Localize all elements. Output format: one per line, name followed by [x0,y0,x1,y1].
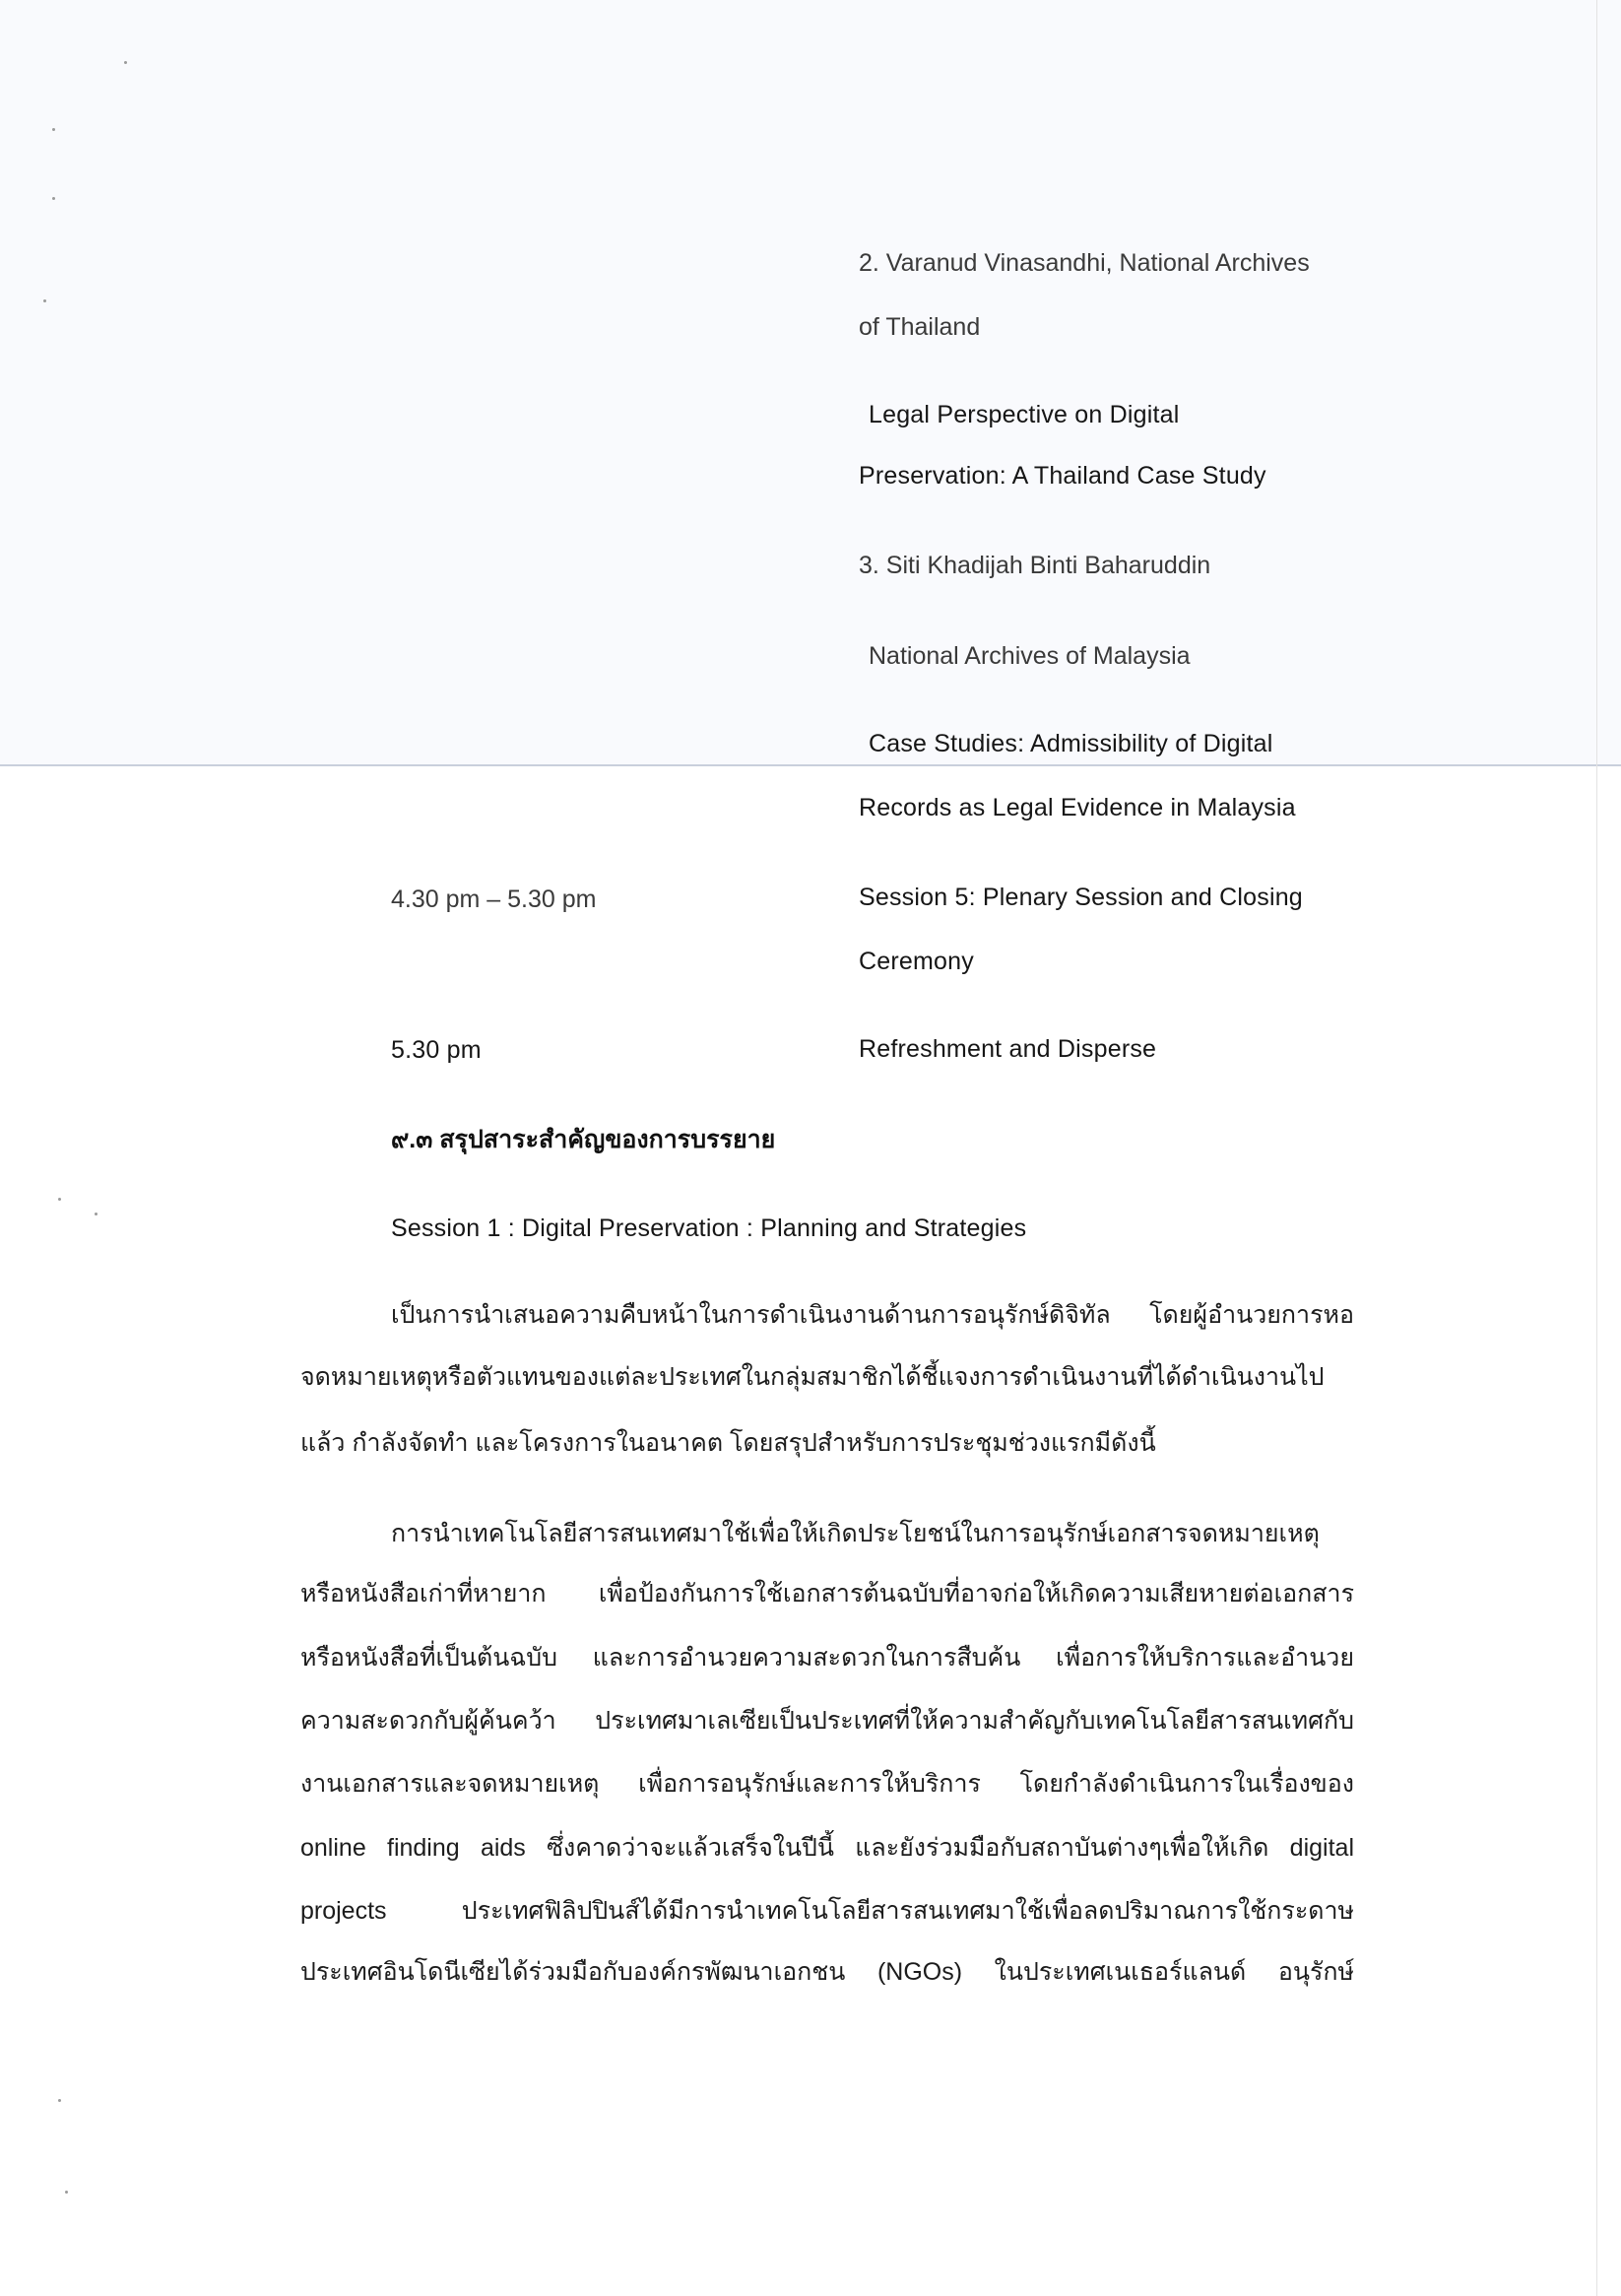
paragraph-1-line: จดหมายเหตุหรือตัวแทนของแต่ละประเทศในกลุ่มสมาชิกได้ชี้แจงการดำเนินงานที่ได้ดำเนินงานไป [300,1363,1325,1391]
scan-speck [52,128,55,131]
paragraph-2-line: งานเอกสารและจดหมายเหตุ เพื่อการอนุรักษ์และการให้บริการ โดยกำลังดำเนินการในเรื่องของ [300,1770,1354,1798]
paragraph-1-line: แล้ว กำลังจัดทำ และโครงการในอนาคต โดยสรุปสำหรับการประชุมช่วงแรกมีดังนี้ [300,1429,1156,1457]
paragraph-2-line: projects ประเทศฟิลิปปินส์ได้มีการนำเทคโนโลยีสารสนเทศมาใช้เพื่อลดปริมาณการใช้กระดาษ [300,1897,1354,1925]
paragraph-2-line: การนำเทคโนโลยีสารสนเทศมาใช้เพื่อให้เกิดประโยชน์ในการอนุรักษ์เอกสารจดหมายเหตุ [391,1520,1320,1547]
speaker-2-name: 2. Varanud Vinasandhi, National Archives [859,249,1310,277]
paragraph-1-line: เป็นการนำเสนอความคืบหน้าในการดำเนินงานด้านการอนุรักษ์ดิจิทัล โดยผู้อำนวยการหอ [391,1301,1354,1329]
speaker-2-topic: Legal Perspective on Digital [869,401,1180,428]
paragraph-2-line: หรือหนังสือเก่าที่หายาก เพื่อป้องกันการใช้เอกสารต้นฉบับที่อาจก่อให้เกิดความเสียหายต่อเอกสาร [300,1580,1354,1607]
speaker-3-name: 3. Siti Khadijah Binti Baharuddin [859,552,1211,579]
scan-speck [95,1213,97,1215]
paragraph-2-line: หรือหนังสือที่เป็นต้นฉบับ และการอำนวยความสะดวกในการสืบค้น เพื่อการให้บริการและอำนวย [300,1644,1354,1672]
speaker-3-topic: Case Studies: Admissibility of Digital [869,730,1273,757]
scan-speck [58,1198,61,1201]
scan-speck [124,61,127,64]
paragraph-2-line: online finding aids ซึ่งคาดว่าจะแล้วเสร็จในปีนี้ และยังร่วมมือกับสถาบันต่างๆเพื่อให้เกิด digital [300,1834,1354,1862]
summary-heading: ๙.๓ สรุปสาระสำคัญของการบรรยาย [391,1126,776,1153]
paragraph-2-line: ความสะดวกกับผู้ค้นคว้า ประเทศมาเลเซียเป็นประเทศที่ให้ความสำคัญกับเทคโนโลยีสารสนเทศกับ [300,1707,1354,1735]
scan-speck [58,2099,61,2102]
paragraph-2-line: ประเทศอินโดนีเซียได้ร่วมมือกับองค์กรพัฒนาเอกชน (NGOs) ในประเทศเนเธอร์แลนด์ อนุรักษ์ [300,1958,1354,1986]
session-1-title: Session 1 : Digital Preservation : Planning and Strategies [391,1214,1027,1242]
session-5-title-continued: Ceremony [859,948,974,975]
speaker-3-topic-continued: Records as Legal Evidence in Malaysia [859,794,1296,821]
closing-time: 5.30 pm [391,1036,482,1064]
session-5-title: Session 5: Plenary Session and Closing [859,884,1303,911]
session-5-time: 4.30 pm – 5.30 pm [391,886,597,913]
scan-speck [43,299,46,302]
speaker-2-topic-continued: Preservation: A Thailand Case Study [859,462,1266,490]
scan-speck [52,197,55,200]
scan-speck [65,2191,68,2194]
scan-edge-line [1596,0,1597,2296]
scan-fold-line [0,764,1621,766]
speaker-3-affiliation: National Archives of Malaysia [869,642,1191,670]
closing-title: Refreshment and Disperse [859,1035,1157,1063]
speaker-2-name-continued: of Thailand [859,313,981,341]
